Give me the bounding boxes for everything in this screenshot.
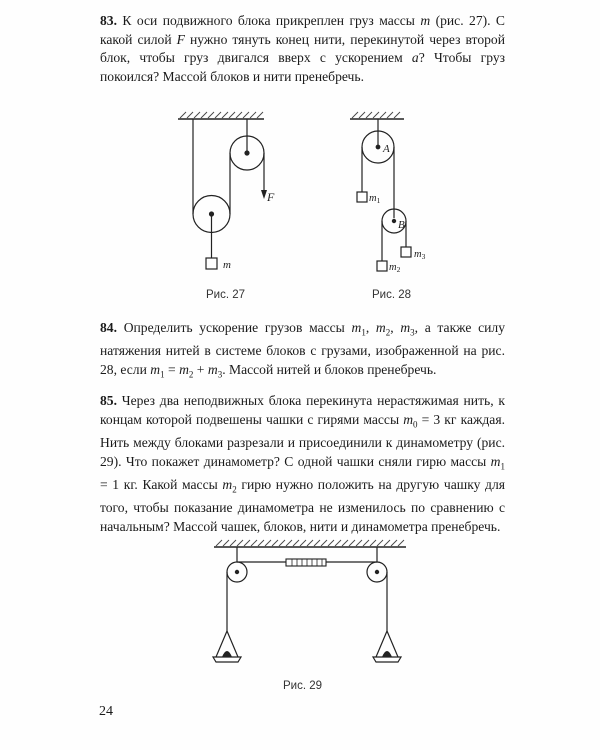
problem-text: нужно тянуть конец нити, перекинутой через второй блок, чтобы груз двигался вверх с ускорением (100, 31, 505, 66)
figure-28-caption: Рис. 28 (372, 289, 412, 301)
math-subscript: 1 (160, 369, 165, 380)
math-variable: m (403, 411, 414, 427)
dynamometer (286, 559, 326, 566)
math-variable: F (176, 31, 185, 47)
m3-label: m3 (414, 249, 426, 261)
problem-text: = (164, 361, 180, 377)
math-subscript: 3 (410, 327, 415, 338)
math-variable: m (351, 320, 362, 335)
math-variable: m (222, 476, 233, 492)
math-variable: m (150, 361, 161, 377)
figure-29-caption: Рис. 29 (283, 680, 323, 692)
problem-text: Определить ускорение грузов массы (123, 320, 352, 335)
math-variable: m (490, 453, 501, 469)
mass-label: m (223, 259, 231, 271)
page-number: 24 (99, 704, 113, 719)
weight-left-icon (222, 651, 232, 657)
problem-text: . Массой нитей и блоков пренебречь. (222, 361, 437, 377)
problem-85 (100, 392, 505, 536)
math-variable: m (375, 320, 386, 335)
figure-29 (210, 535, 410, 675)
math-subscript: 2 (232, 484, 237, 495)
problem-text: К оси подвижного блока прикреплен груз массы (122, 13, 421, 28)
figure-28 (348, 110, 448, 280)
math-subscript: 1 (500, 461, 505, 472)
math-variable: m (400, 320, 411, 335)
problem-text: = 1 кг. Какой массы (100, 476, 223, 492)
math-subscript: 2 (188, 369, 194, 380)
problem-text: , а также силу натяжения нитей в системе блоков с грузами, изображенной на рис. 28, если (100, 320, 505, 377)
math-subscript: 1 (361, 327, 366, 338)
problem-number: 83. (100, 13, 117, 28)
m1-label: m1 (369, 193, 381, 205)
pulley-b-label: B (398, 219, 405, 231)
problem-number: 85. (100, 393, 117, 408)
problem-text: , (365, 320, 376, 335)
math-variable: m (179, 361, 189, 377)
problem-83 (100, 12, 505, 86)
m2-label: m2 (389, 262, 401, 274)
weight-right-icon (382, 651, 392, 657)
math-subscript: 0 (413, 419, 418, 430)
problem-text: = 3 кг каждая. Нить между блоками разрезали и присоединили к динамометру (рис. 29). Что покажет динамометр? С одной чашки сняли гирю массы (100, 411, 505, 469)
math-variable: m (207, 361, 218, 377)
math-variable: m (420, 13, 431, 28)
math-variable: a (411, 50, 419, 66)
problem-text: Через два неподвижных блока перекинута нерастяжимая нить, к концам которой подвешены чашки с гирями массы (100, 393, 505, 427)
math-subscript: 3 (217, 369, 223, 380)
force-label: F (267, 190, 275, 204)
figure-27 (170, 110, 290, 280)
problem-text: (рис. 27). С какой силой (100, 13, 506, 47)
figure-27-caption: Рис. 27 (206, 289, 246, 301)
problem-number: 84. (100, 320, 117, 335)
math-subscript: 2 (385, 327, 391, 338)
problem-text: гирю нужно положить на другую чашку для того, чтобы показание динамометра не изменилось по сравнению с начальным? Массой чашек, блоков, нити и динамометра пренебречь. (100, 476, 505, 534)
problem-text: ? Чтобы груз покоился? Массой блоков и нити пренебречь. (100, 50, 506, 84)
problem-84 (100, 319, 505, 384)
problem-text: + (193, 361, 208, 377)
problem-text: , (390, 320, 401, 335)
pulley-a-label: A (383, 143, 390, 155)
